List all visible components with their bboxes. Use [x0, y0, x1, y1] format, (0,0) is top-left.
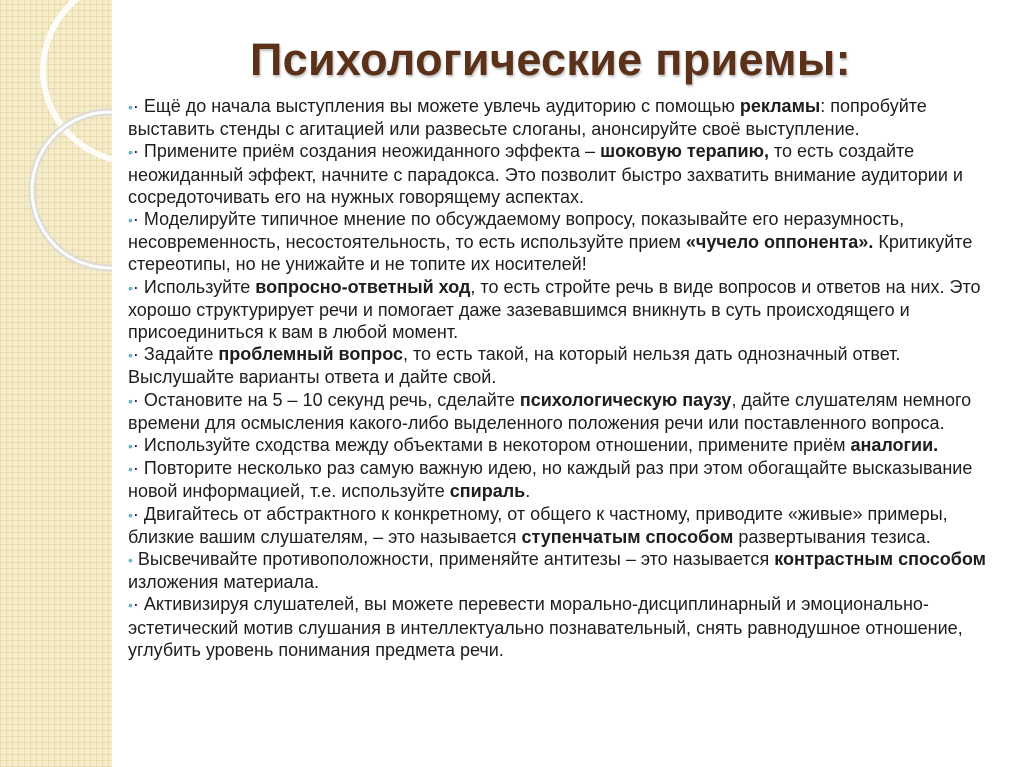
bold-term: шоковую терапию, [600, 141, 769, 162]
item-text: . [525, 481, 531, 502]
bullet-dot-icon: • [128, 144, 133, 161]
bullet-dot-icon: • [128, 438, 133, 455]
bullet-dot-icon: • [128, 506, 133, 523]
list-item [128, 343, 998, 388]
slide-title-text: Психологические приемы [250, 34, 836, 85]
item-text: · Используйте сходства между объектами в некотором отношении, примените приём [132, 435, 851, 456]
item-text: Высвечивайте противоположности, применяйте антитезы – это называется [132, 549, 775, 570]
bullet-dot-icon: • [128, 461, 133, 478]
item-text: изложения материала. [128, 572, 320, 593]
bold-term: ступенчатым способом [521, 526, 734, 547]
bullet-dot-icon: • [128, 99, 133, 115]
list-item [128, 434, 998, 457]
list-item [128, 208, 998, 276]
bold-term: контрастным способом [774, 549, 986, 570]
bullet-dot-icon: • [128, 347, 133, 364]
bullet-dot-icon: • [128, 552, 133, 569]
item-text: · Повторите несколько раз самую важную идею, но каждый раз при этом обогащайте высказывание новой информацией, т.е. используйте [128, 458, 973, 502]
list-item [128, 593, 998, 661]
list-item [128, 95, 998, 140]
bold-term: спираль [449, 481, 526, 502]
bullet-dot-icon: • [128, 279, 133, 296]
item-text: , то есть стройте речь в виде вопросов и ответов на них. Это хорошо структурирует речи и помогает даже зазевавшимся вникнуть в суть происходящего и присоединиться к вам в любой момент. [128, 276, 981, 343]
list-item [128, 503, 998, 548]
bold-term: рекламы [739, 96, 821, 116]
item-text: · Двигайтесь от абстрактного к конкретному, от общего к частному, приводите «живые» примеры, близкие вашим слушателям, – это называется [128, 503, 948, 547]
bold-term: «чучело оппонента». [685, 232, 874, 253]
item-text: · Остановите на 5 – 10 секунд речь, сделайте [132, 389, 520, 410]
item-text: : попробуйте выставить стенды с агитацией или развесьте слоганы, анонсируйте своё выступление. [128, 96, 927, 140]
item-text: · Моделируйте типичное мнение по обсуждаемому вопросу, показывайте его неразумность, несовременность, несостоятельность, то есть используйте прием [128, 209, 905, 253]
item-text: развертывания тезиса. [733, 526, 931, 547]
bullet-dot-icon: • [128, 392, 133, 409]
slide-title-colon: : [835, 34, 851, 85]
slide-title [250, 30, 950, 90]
bold-term: психологическую паузу [519, 389, 732, 410]
list-item [128, 276, 998, 344]
item-text: · Используйте [132, 276, 256, 297]
item-text: Критикуйте стереотипы, но не унижайте и не топите их носителей! [128, 232, 973, 275]
bold-term: аналогии. [850, 435, 939, 456]
list-item [128, 140, 998, 208]
item-text: · Активизируя слушателей, вы можете перевести морально-дисциплинарный и эмоционально-эстетический мотив слушания в интеллектуально познавательный, снять равнодушное отношение, углубить уровень понимания предмета речи. [128, 594, 963, 660]
item-text: , дайте слушателям немного времени для осмысления какого-либо выделенного положения речи или поставленного вопроса. [128, 389, 972, 433]
list-item [128, 457, 998, 502]
list-item [128, 548, 998, 593]
bold-term: вопросно-ответный ход [255, 276, 471, 297]
item-text: · Примените приём создания неожиданного эффекта – [132, 141, 601, 162]
item-text: · Задайте [132, 344, 219, 365]
bullet-dot-icon: • [128, 597, 133, 614]
bold-term: проблемный вопрос [218, 344, 403, 365]
item-text: то есть создайте неожиданный эффект, начните с парадокса. Это позволит быстро захватить внимание аудитории и сосредоточивать его на нужных говорящему аспектах. [128, 141, 963, 207]
list-item [128, 389, 998, 434]
item-text: · Ещё до начала выступления вы можете увлечь аудиторию с помощью [132, 96, 740, 116]
item-text: , то есть такой, на который нельзя дать однозначный ответ. Выслушайте варианты ответа и дайте свой. [128, 344, 901, 388]
bullet-list [128, 95, 998, 661]
bullet-dot-icon: • [128, 212, 133, 229]
